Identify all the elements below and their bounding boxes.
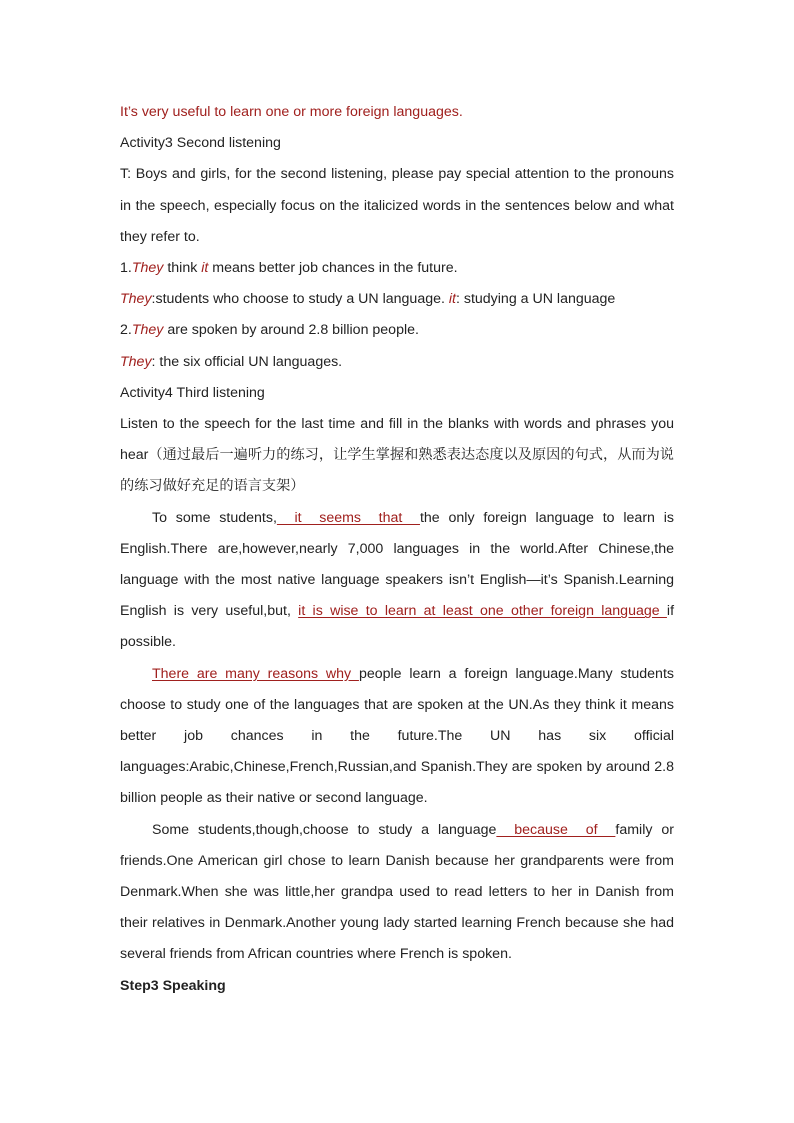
paragraph-1-text-a: To some students,	[152, 509, 277, 526]
question-2	[120, 315, 674, 346]
pronoun-they: They	[131, 322, 164, 339]
speech-paragraph-3	[120, 815, 674, 971]
paragraph-1-text-b: the only foreign language to learn is English.There are,however,nearly 7,000 languages in the world.After Chinese,the language with the most native language speakers isn’t English—it’s Spanish.Learning English is very useful,but,	[120, 509, 674, 620]
question-1-number: 1.	[120, 260, 132, 277]
activity4-title: Activity4 Third listening	[120, 384, 265, 401]
activity4-instruction: Listen to the speech for the last time and fill in the blanks with words and phrases you hear（通过最后一遍听力的练习，让学生掌握和熟悉表达态度以及原因的句式，从而为说的练习做好充足的语言支架）	[120, 416, 674, 495]
answer-2	[120, 347, 674, 378]
activity3-title: Activity3 Second listening	[120, 135, 281, 152]
document-content	[120, 97, 674, 1002]
intro-line: It’s very useful to learn one or more foreign languages.	[120, 104, 463, 120]
pronoun-they: They	[120, 291, 152, 308]
pronoun-it: it	[448, 291, 456, 308]
pronoun-it: it	[201, 260, 209, 277]
blank-answer-it-is-wise: it is wise to learn at least one other foreign language	[298, 603, 667, 620]
paragraph-3-text-b: family or friends.One American girl chose to learn Danish because her grandparents were from Denmark.When she was little,her grandpa used to read letters to her in Danish from their relatives in Denmark.Another young lady started learning French because she had several friends from African countries where French is spoken.	[120, 821, 674, 963]
answer-1-text-b: : studying a UN language	[455, 291, 616, 308]
question-2-text: are spoken by around 2.8 billion people.	[163, 322, 419, 339]
answer-1	[120, 284, 674, 315]
paragraph-2-text: people learn a foreign language.Many students choose to study one of the languages that are spoken at the UN.As they think it means better job chances in the future.The UN has six official languages:Arabic,Chinese,French,Russian,and Spanish.They are spoken by around 2.8 billion people as their native or second language.	[120, 665, 674, 807]
step3-heading: Step3 Speaking	[120, 977, 226, 994]
teacher-instruction: T: Boys and girls, for the second listening, please pay special attention to the pronouns in the speech, especially focus on the italicized words in the sentences below and what they refer to.	[120, 166, 674, 245]
blank-answer-many-reasons: There are many reasons why	[152, 665, 359, 682]
question-1	[120, 253, 674, 284]
question-2-number: 2.	[120, 322, 132, 339]
speech-paragraph-2	[120, 659, 674, 815]
question-1-text-a: think	[163, 260, 202, 277]
blank-answer-it-seems-that: it seems that	[276, 509, 420, 526]
speech-paragraph-1	[120, 503, 674, 659]
paragraph-3-text-a: Some students,though,choose to study a language	[152, 821, 497, 838]
paragraph-1-text-c: if possible.	[120, 603, 675, 651]
blank-answer-because-of: because of	[496, 821, 616, 838]
pronoun-they: They	[120, 353, 152, 370]
answer-1-text-a: :students who choose to study a UN language.	[151, 291, 449, 308]
question-1-text-b: means better job chances in the future.	[208, 260, 458, 277]
answer-2-text: : the six official UN languages.	[151, 353, 343, 370]
pronoun-they: They	[131, 260, 164, 277]
